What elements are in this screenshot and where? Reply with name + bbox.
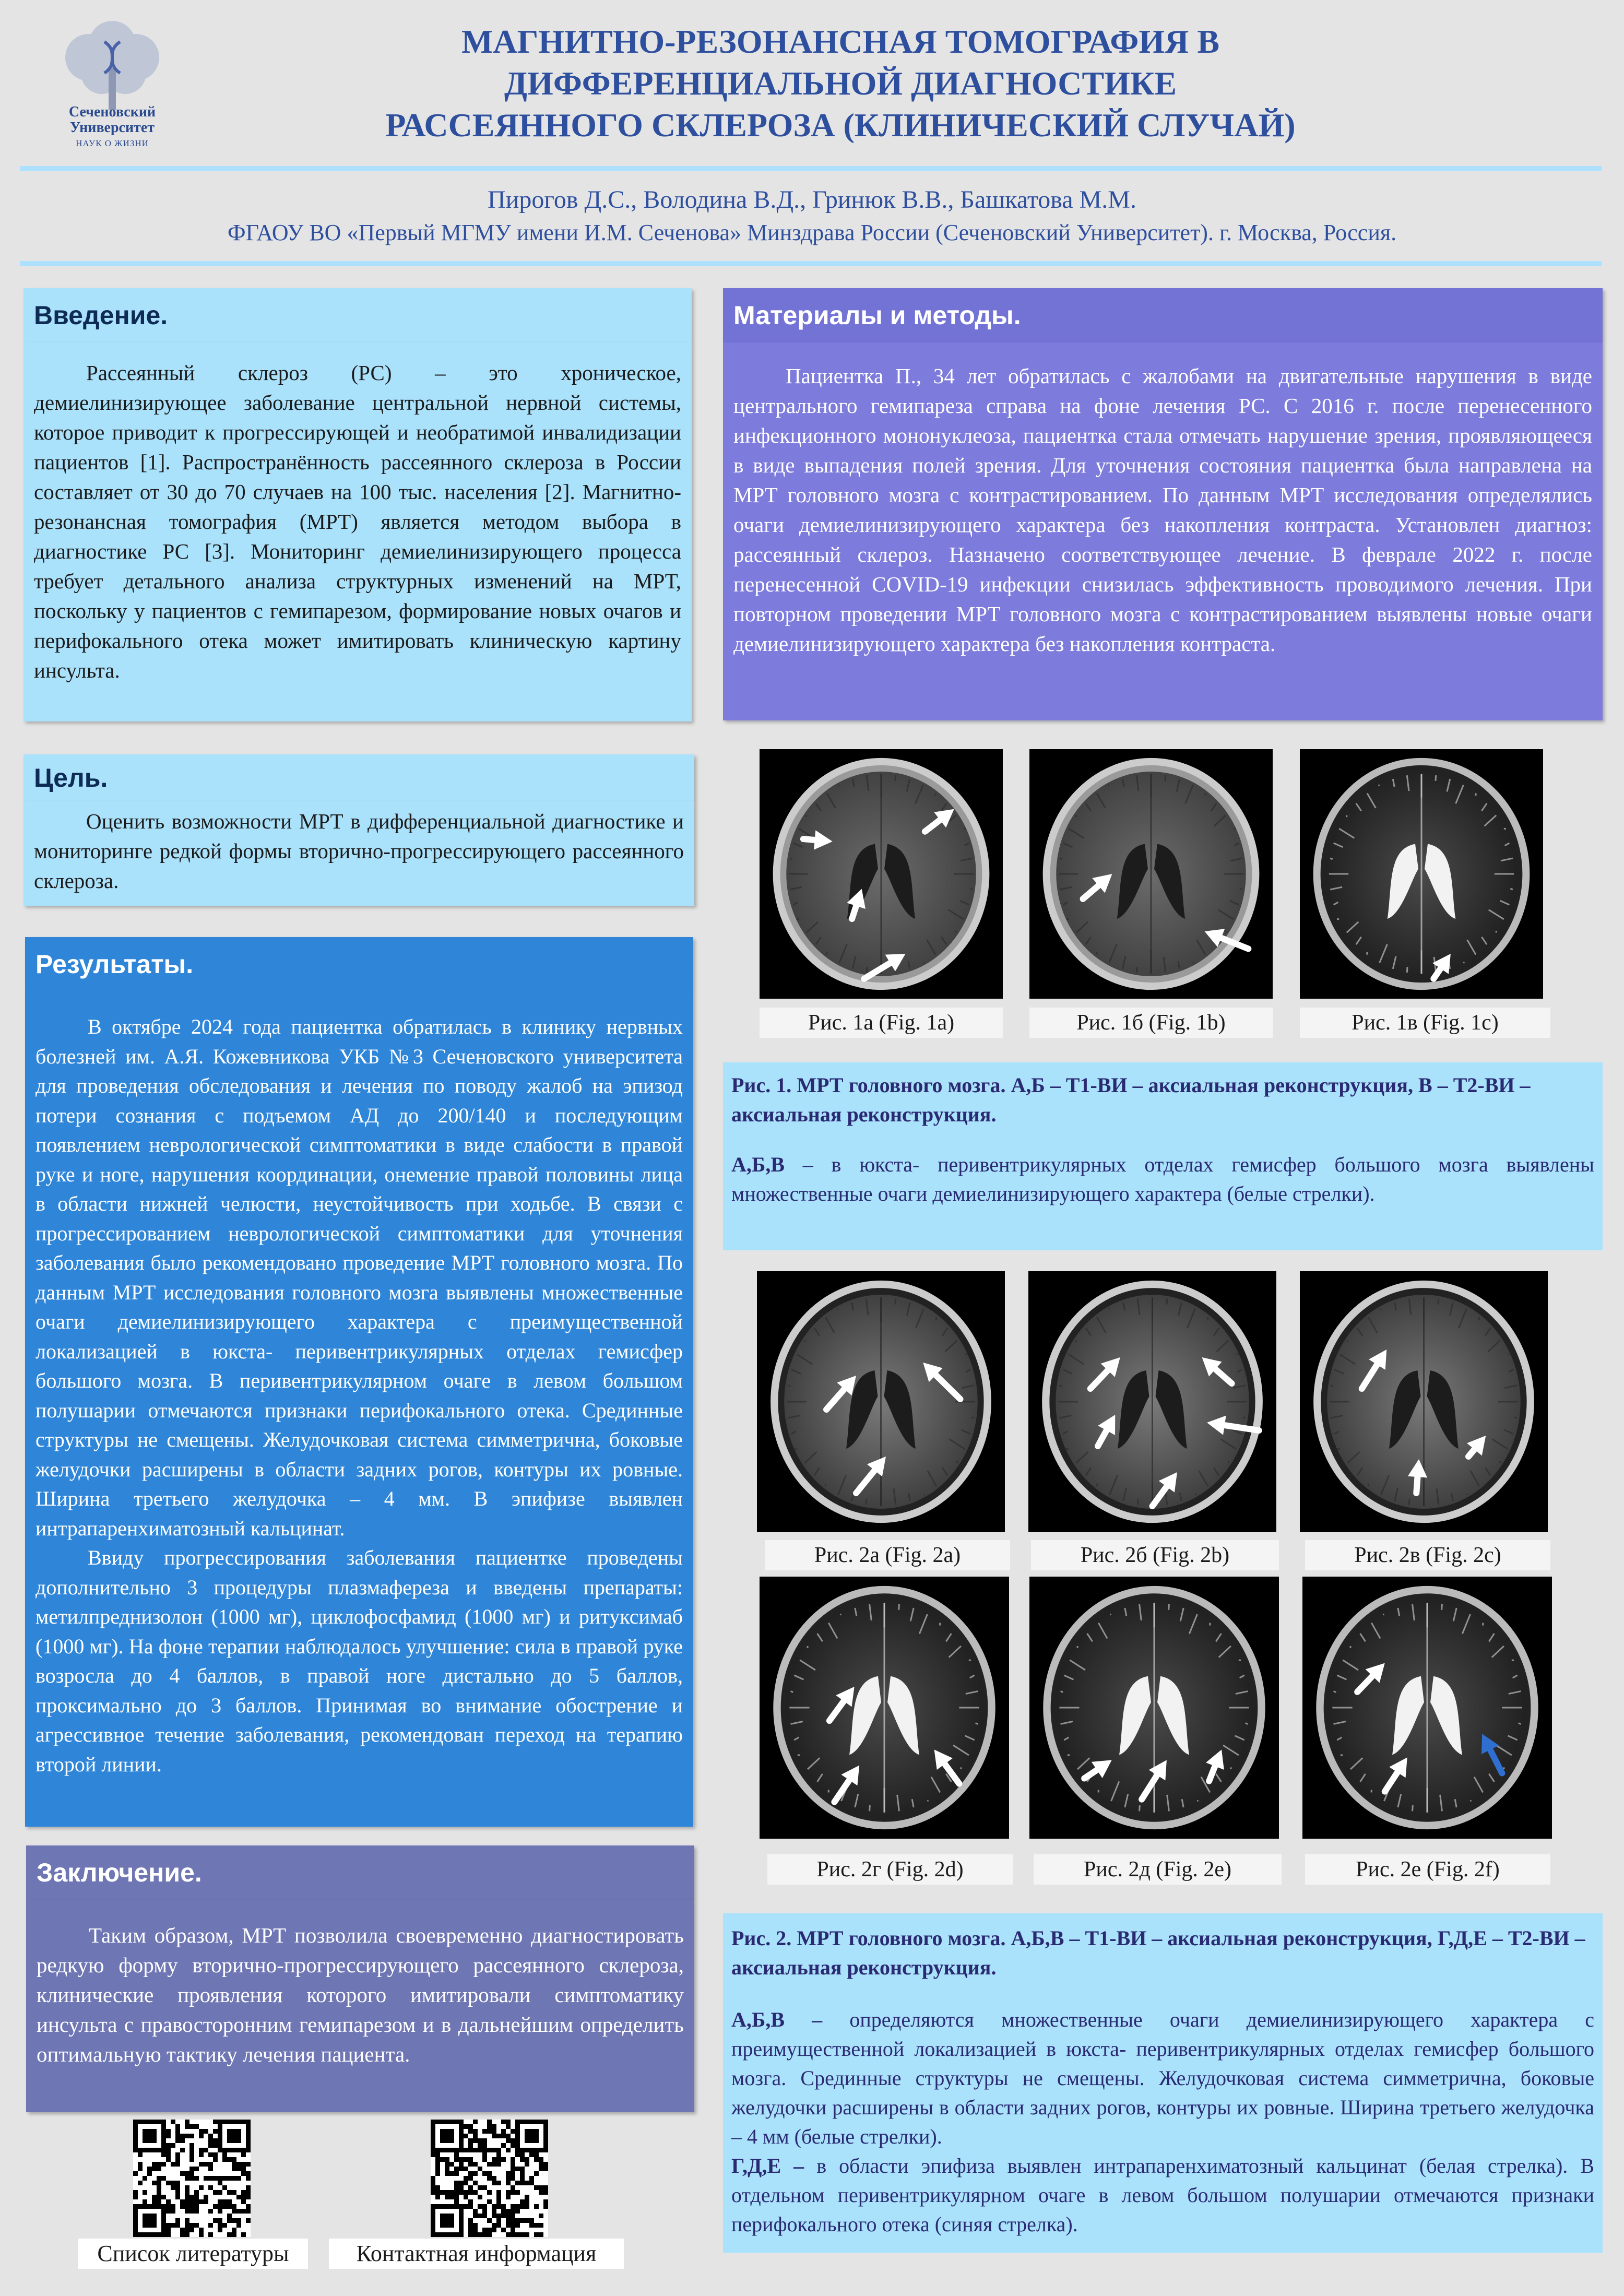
mri-t1-image bbox=[1029, 749, 1273, 999]
qr-code-icon bbox=[133, 2120, 251, 2237]
results-paragraph-1: В октябре 2024 года пациентка обратилась в клинику нервных болезней им. А.Я. Кожевникова УКБ №3 Сеченовского университета для проведения обследования и лечения по поводу жалоб на эпизод потери сознания с подъемом АД до 200/140 и последующим появлением неврологической симптоматики в виде слабости в правой руке и ноге, нарушения координации, онемение правой половины лица в области нижней челюсти, неустойчивость при ходьбе. В связи с прогрессированием неврологической симптоматики для уточнения заболевания было рекомендовано проведение МРТ головного мозга. По данным МРТ исследования головного мозга выявлены множественные очаги демиелинизирующего характера с преимущественной локализацией в юкста- перивентрикулярных отделах гемисфер большого мозга. В перивентрикулярном очаге в левом большом полушарии отмечаются признаки перифокального отека. Срединные структуры не смещены. Желудочковая система симметрична, боковые желудочки расширены в области задних рогов, контуры их ровные. Ширина третьего желудочка – 4 мм. В эпифизе выявлен интрапаренхиматозный кальцинат. bbox=[35, 1015, 683, 1540]
conclusion-section bbox=[26, 1900, 694, 2112]
conclusion-text: Таким образом, МРТ позволила своевременно диагностировать редкую форму вторично-прогрессирующего рассеянного склероза, клинические проявления которого имитировали симптоматику инсульта с правосторонним гемипарезом и в дальнейшим определить оптимальную тактику лечения пациента. bbox=[37, 1923, 684, 2066]
contact-label[interactable]: Контактная информация bbox=[329, 2239, 624, 2269]
fig-2f-caption: Рис. 2е (Fig. 2f) bbox=[1305, 1854, 1550, 1885]
authors: Пирогов Д.С., Володина В.Д., Гринюк В.В., Башкатова М.М. bbox=[488, 186, 1136, 214]
mri-fig-2d bbox=[760, 1577, 1009, 1839]
fig-2b-caption: Рис. 2б (Fig. 2b) bbox=[1031, 1540, 1279, 1570]
conclusion-heading: Заключение. bbox=[26, 1845, 694, 1900]
goal-text: Оценить возможности МРТ в дифференциальной диагностике и мониторинге редкой формы вторично-прогрессирующего рассеянного склероза. bbox=[34, 809, 684, 893]
results-heading: Результаты. bbox=[25, 937, 693, 991]
fig-2-text-1: определяются множественные очаги демиелинизирующего характера с преимущественной локализацией в юкста- перивентрикулярных отделах гемисфер большого мозга. Срединные структуры не смещены. Желудочковая система симметрична, боковые желудочки расширены в области задних рогов, контуры их ровные. Ширина третьего желудочка – 4 мм (белые стрелки). bbox=[731, 2008, 1594, 2148]
mri-fig-1c bbox=[1300, 749, 1543, 999]
mri-t2-image bbox=[1302, 1577, 1552, 1839]
results-paragraph-2: Ввиду прогрессирования заболевания пациентке проведены дополнительно 3 процедуры плазмафереза и введены препараты: метилпреднизолон (1000 мг), циклофосфамид (1000 мг) и ритуксимаб (1000 мг). На фоне терапии наблюдалось улучшение: сила в правой руке возросла до 4 баллов, в правой ноге дистально до 5 баллов, проксимально до 3 баллов. Принимая во внимание обострение и агрессивное течение заболевания, рекомендован переход на терапию второй линии. bbox=[35, 1546, 683, 1776]
mri-t1-image bbox=[760, 749, 1003, 999]
fig-2a-caption: Рис. 2а (Fig. 2a) bbox=[765, 1540, 1010, 1570]
contact-qr-code[interactable] bbox=[431, 2120, 548, 2237]
mri-fig-2b bbox=[1028, 1271, 1276, 1532]
fig-2-lead-1: А,Б,В – bbox=[731, 2008, 823, 2031]
intro-heading: Введение. bbox=[23, 288, 692, 342]
mri-fig-2f bbox=[1302, 1577, 1552, 1839]
mri-flair-image bbox=[1300, 1271, 1548, 1532]
title-line-3: РАССЕЯННОГО СКЛЕРОЗА (КЛИНИЧЕСКИЙ СЛУЧАЙ) bbox=[385, 106, 1296, 144]
tree-logo-icon bbox=[52, 21, 172, 110]
university-name bbox=[50, 104, 175, 151]
university-motto: НАУК О ЖИЗНИ bbox=[76, 138, 149, 148]
qr-code-icon bbox=[431, 2120, 548, 2237]
results-section bbox=[25, 991, 693, 1827]
fig-2c-caption: Рис. 2в (Fig. 2c) bbox=[1305, 1540, 1550, 1570]
header-divider-bottom bbox=[20, 261, 1602, 266]
fig-1b-caption: Рис. 1б (Fig. 1b) bbox=[1029, 1008, 1273, 1038]
fig-2-text-2: в области эпифиза выявлен интрапаренхиматозный кальцинат (белая стрелка). В отдельном перивентрикулярном очаге в левом большом полушарии отмечаются признаки перифокального отека (синяя стрелка). bbox=[731, 2154, 1594, 2236]
fig-1-description bbox=[723, 1062, 1603, 1250]
fig-2e-caption: Рис. 2д (Fig. 2e) bbox=[1034, 1854, 1282, 1885]
fig-1a-caption: Рис. 1а (Fig. 1a) bbox=[760, 1008, 1003, 1038]
fig-2-title: Рис. 2. МРТ головного мозга. А,Б,В – Т1-ВИ – аксиальная реконструкция, Г,Д,Е – Т2-ВИ – аксиальная реконструкция. bbox=[731, 1926, 1585, 1979]
intro-text: Рассеянный склероз (РС) – это хроническое, демиелинизирующее заболевание центральной нервной системы, которое приводит к прогрессирующей и необратимой инвалидизации пациентов [1]. Распространённость рассеянного склероза в России составляет от 30 до 70 случаев на 100 тыс. населения [2]. Магнитно-резонансная томография (МРТ) является методом выбора в диагностике РС [3]. Мониторинг демиелинизирующего процесса требует детального анализа структурных изменений на МРТ, поскольку у пациентов с гемипарезом, формирование новых очагов и перифокального отека может имитировать клиническую картину инсульта. bbox=[34, 361, 681, 682]
fig-1-lead: А,Б,В bbox=[731, 1153, 785, 1176]
methods-text: Пациентка П., 34 лет обратилась с жалобами на двигательные нарушения в виде центрального гемипареза справа на фоне лечения РС. С 2016 г. после перенесенного инфекционного мононуклеоза, пациентка стала отмечать нарушение зрения, проявляющееся в виде выпадения полей зрения. Для уточнения состояния пациентка была направлена на МРТ головного мозга с контрастированием. По данным МРТ исследования определялись очаги демиелинизирующего характера без накопления контраста. Установлен диагноз: рассеянный склероз. Назначено соответствующее лечение. В феврале 2022 г. после перенесенной COVID-19 инфекции снизилась эффективность проводимого лечения. При повторном проведении МРТ головного мозга с контрастированием выявлены новые очаги демиелинизирующего характера без накопления контраста. bbox=[733, 364, 1592, 656]
mri-fig-1b bbox=[1029, 749, 1273, 999]
fig-1c-caption: Рис. 1в (Fig. 1c) bbox=[1300, 1008, 1550, 1038]
header-divider-top bbox=[20, 166, 1602, 171]
references-label[interactable]: Список литературы bbox=[78, 2239, 308, 2269]
mri-t2-image bbox=[1029, 1577, 1279, 1839]
mri-flair-image bbox=[1028, 1271, 1276, 1532]
fig-2-description bbox=[723, 1913, 1603, 2253]
mri-fig-2c bbox=[1300, 1271, 1548, 1532]
university-line-2: Университет bbox=[69, 120, 155, 136]
poster-title bbox=[219, 21, 1462, 146]
goal-heading: Цель. bbox=[23, 754, 694, 801]
mri-flair-image bbox=[757, 1271, 1005, 1532]
fig-2d-caption: Рис. 2г (Fig. 2d) bbox=[767, 1854, 1013, 1885]
mri-t2-image bbox=[1300, 749, 1543, 999]
methods-section bbox=[723, 342, 1603, 720]
references-qr-code[interactable] bbox=[133, 2120, 251, 2237]
fig-1-title: Рис. 1. МРТ головного мозга. А,Б – Т1-ВИ – аксиальная реконструкция, В – Т2-ВИ – аксиальная реконструкция. bbox=[731, 1073, 1531, 1126]
methods-heading: Материалы и методы. bbox=[723, 288, 1603, 342]
mri-fig-2a bbox=[757, 1271, 1005, 1532]
fig-2-lead-2: Г,Д,Е – bbox=[731, 2154, 804, 2177]
intro-section bbox=[23, 342, 692, 721]
affiliation: ФГАОУ ВО «Первый МГМУ имени И.М. Сеченова» Минздрава России (Сеченовский Университет). г. Москва, Россия. bbox=[227, 220, 1397, 245]
mri-fig-2e bbox=[1029, 1577, 1279, 1839]
title-line-2: ДИФФЕРЕНЦИАЛЬНОЙ ДИАГНОСТИКЕ bbox=[504, 65, 1177, 102]
university-line-1: Сеченовский bbox=[68, 104, 156, 120]
mri-t2-image bbox=[760, 1577, 1009, 1839]
title-line-1: МАГНИТНО-РЕЗОНАНСНАЯ ТОМОГРАФИЯ В bbox=[461, 23, 1220, 60]
mri-fig-1a bbox=[760, 749, 1003, 999]
fig-1-text: – в юкста- перивентрикулярных отделах гемисфер большого мозга выявлены множественные очаги демиелинизирующего характера (белые стрелки). bbox=[731, 1153, 1594, 1205]
goal-section bbox=[23, 801, 694, 906]
